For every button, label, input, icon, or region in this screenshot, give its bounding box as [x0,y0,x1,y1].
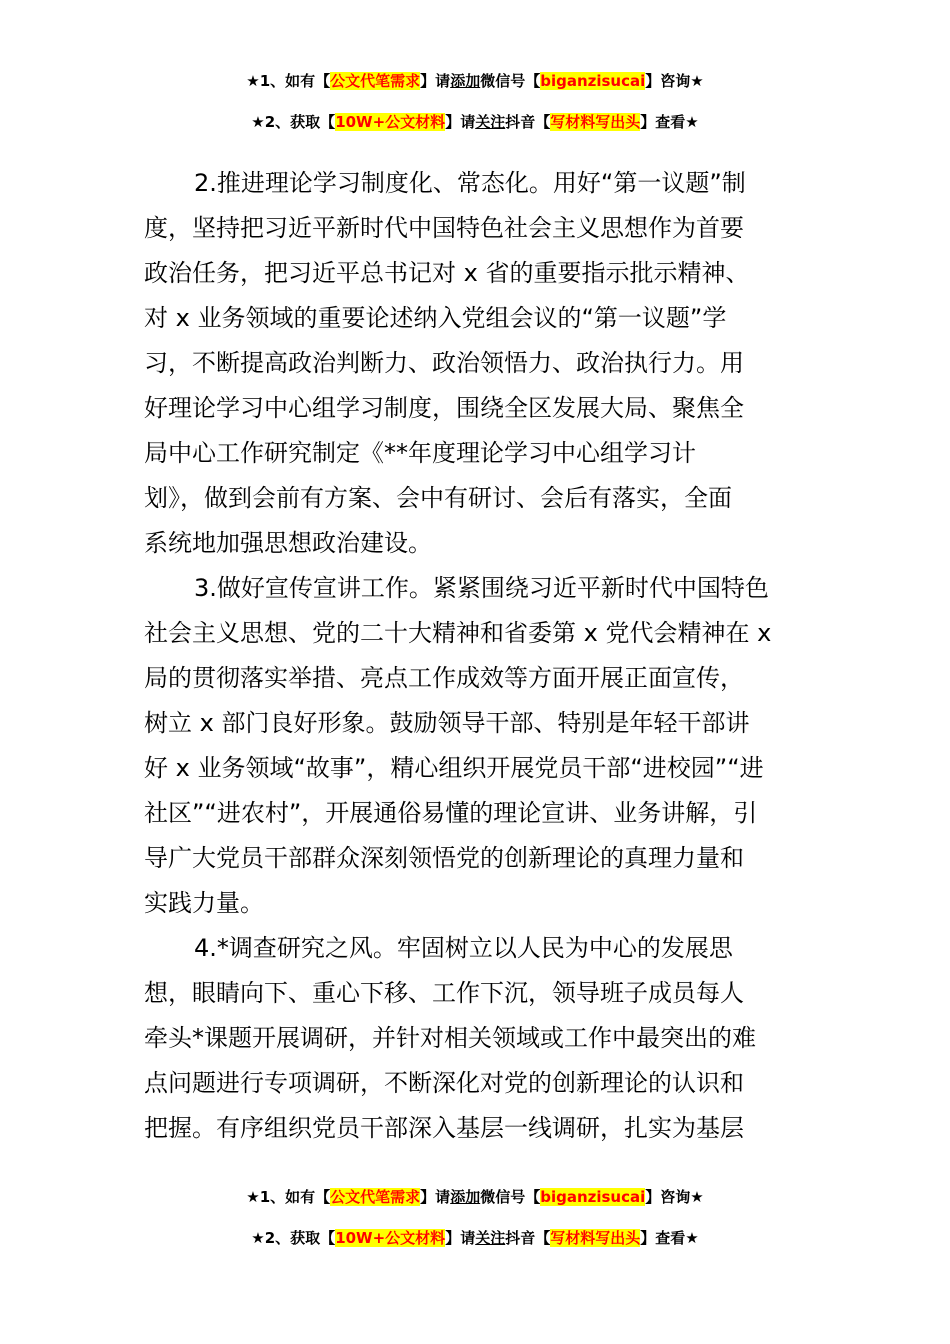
banner-text: ★2、获取【 [251,113,336,131]
text-line: 政治任务，把习近平总书记对 x 省的重要指示批示精神、 [144,259,750,287]
text-line: 把握。有序组织党员干部深入基层一线调研，扎实为基层 [144,1114,744,1142]
banner-text: 抖音【 [505,1229,551,1247]
text-line: 系统地加强思想政治建设。 [144,529,432,557]
text-line: 导广大党员干部群众深刻领悟党的创新理论的真理力量和 [144,844,744,872]
highlight-service: 公文代笔需求 [330,1188,421,1206]
text-line: 社区”“进农村”，开展通俗易懂的理论宣讲、业务讲解，引 [144,799,758,827]
banner-text: 】咨询★ [645,72,704,90]
paragraph-4 [144,926,806,1151]
banner-text: ★1、如有【 [246,72,331,90]
banner-text: ★2、获取【 [251,1229,336,1247]
banner-text: 】请 [420,1188,451,1206]
text-line: 对 x 业务领域的重要论述纳入党组会议的“第一议题”学 [144,304,727,332]
paragraph-2 [144,161,806,566]
banner-text: 】请 [445,1229,476,1247]
bottom-banner-line-1 [0,1186,950,1208]
highlight-douyin-id: 写材料写出头 [550,113,641,131]
banner-text: ★1、如有【 [246,1188,331,1206]
banner-text: 】咨询★ [645,1188,704,1206]
text-line: 局中心工作研究制定《**年度理论学习中心组学习计 [144,439,696,467]
banner-text: 】请 [445,113,476,131]
text-line: 好理论学习中心组学习制度，围绕全区发展大局、聚焦全 [144,394,744,422]
highlight-materials: 10W+公文材料 [335,113,446,131]
text-line: 2.推进理论学习制度化、常态化。用好“第一议题”制 [194,169,746,197]
banner-text: 】查看★ [640,1229,699,1247]
banner-underlined: 关注 [475,1229,506,1247]
text-line: 牵头*课题开展调研，并针对相关领域或工作中最突出的难 [144,1024,756,1052]
text-line: 划》，做到会前有方案、会中有研讨、会后有落实，全面 [144,484,732,512]
banner-text: 】查看★ [640,113,699,131]
banner-text: 】请 [420,72,451,90]
paragraph-3 [144,566,806,926]
banner-text: 微信号【 [480,1188,541,1206]
highlight-wechat-id: biganzisucai [540,1188,646,1206]
text-line: 局的贯彻落实举措、亮点工作成效等方面开展正面宣传， [144,664,744,692]
highlight-douyin-id: 写材料写出头 [550,1229,641,1247]
banner-text: 抖音【 [505,113,551,131]
text-line: 习，不断提高政治判断力、政治领悟力、政治执行力。用 [144,349,744,377]
text-line: 4.*调查研究之风。牢固树立以人民为中心的发展思 [194,934,733,962]
banner-underlined: 关注 [475,113,506,131]
highlight-materials: 10W+公文材料 [335,1229,446,1247]
text-line: 社会主义思想、党的二十大精神和省委第 x 党代会精神在 x [144,619,772,647]
text-line: 好 x 业务领域“故事”，精心组织开展党员干部“进校园”“进 [144,754,764,782]
text-line: 3.做好宣传宣讲工作。紧紧围绕习近平新时代中国特色 [194,574,769,602]
text-line: 度，坚持把习近平新时代中国特色社会主义思想作为首要 [144,214,744,242]
top-banner-line-2 [0,111,950,133]
text-line: 树立 x 部门良好形象。鼓励领导干部、特别是年轻干部讲 [144,709,750,737]
top-banner-line-1 [0,70,950,92]
text-line: 实践力量。 [144,889,264,917]
highlight-service: 公文代笔需求 [330,72,421,90]
text-line: 点问题进行专项调研，不断深化对党的创新理论的认识和 [144,1069,744,1097]
banner-underlined: 添加 [450,1188,481,1206]
banner-underlined: 添加 [450,72,481,90]
highlight-wechat-id: biganzisucai [540,72,646,90]
document-body [144,161,806,1151]
bottom-banner-line-2 [0,1227,950,1249]
text-line: 想，眼睛向下、重心下移、工作下沉，领导班子成员每人 [144,979,744,1007]
banner-text: 微信号【 [480,72,541,90]
